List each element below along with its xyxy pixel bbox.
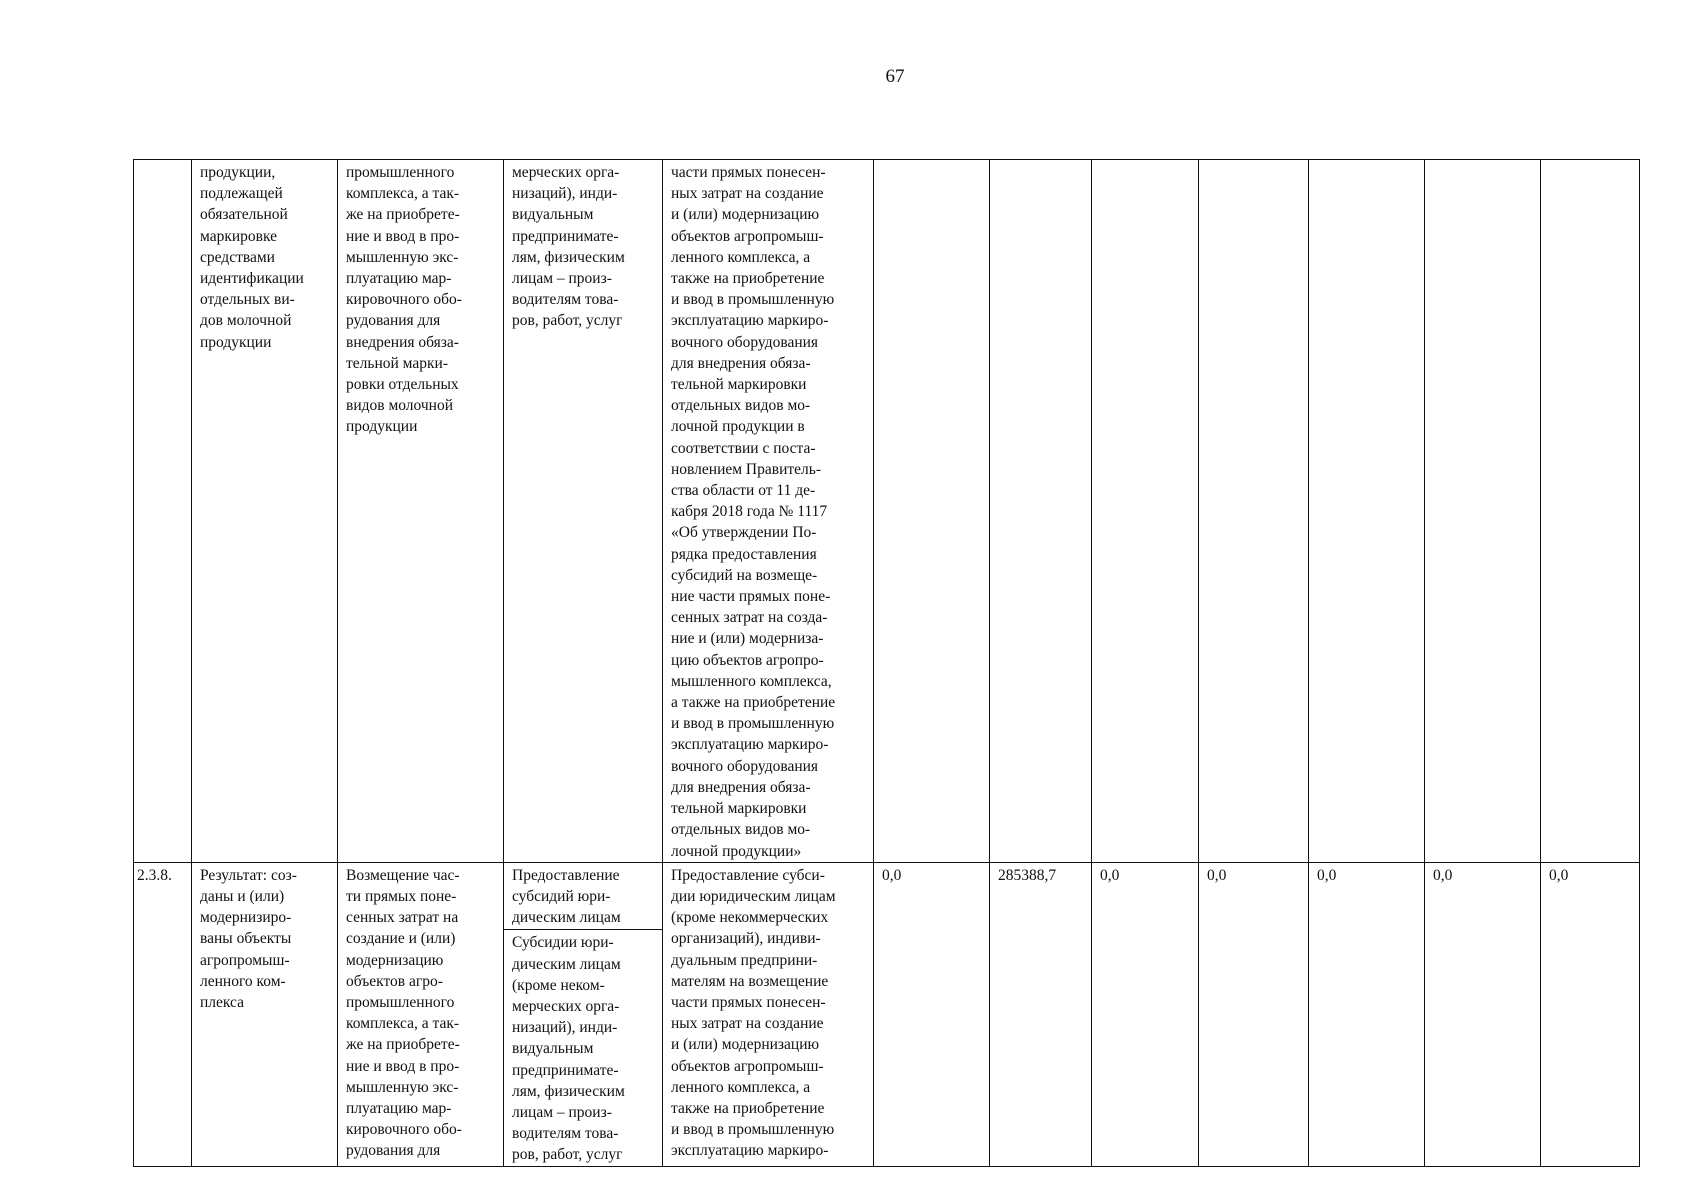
result-cell: продукции, подлежащей обязательной маркировке средствами идентификации отдельных ви- дов молочной продукции xyxy=(192,160,338,863)
description-cell: Предоставление субси- дии юридическим лицам (кроме некоммерческих организаций), индиви- дуальным предприни- мателям на возмещение части прямых понесен- ных затрат на создание и (или) модернизацию объектов агропромыш- ленного комплекса, а также на приобретение и ввод в промышленную эксплуатацию маркиро- xyxy=(663,862,874,1166)
recipient-cell-heading: Предоставление субсидий юри- дическим лицам xyxy=(504,865,662,931)
description-cell: части прямых понесен- ных затрат на создание и (или) модернизацию объектов агропромыш- ленного комплекса, а также на приобретение и ввод в промышленную эксплуатацию маркиро- вочного оборудования для внедрения обяза- тельной маркировки отдельных видов мо- лочной продукции в соответствии с поста- новлением Правитель- ства области от 11 де- кабря 2018 года № 1117 «Об утверждении По- рядка предоставления субсидий на возмеще- ние части прямых поне- сенных затрат на созда- ние и (или) модерниза- цию объектов агропро- мышленного комплекса, а также на приобретение и ввод в промышленную эксплуатацию маркиро- вочного оборудования для внедрения обяза- тельной маркировки отдельных видов мо- лочной продукции» xyxy=(663,160,874,863)
result-cell: Результат: соз- даны и (или) модернизиро- ваны объекты агропромыш- ленного ком- плекса xyxy=(192,862,338,1166)
value-cell: 0,0 xyxy=(1425,862,1541,1166)
measure-cell: промышленного комплекса, а так- же на приобрете- ние и ввод в про- мышленную экс- плуатацию мар- кировочного обо- рудования для внедрения обяза- тельной марки- ровки отдельных видов молочной продукции xyxy=(338,160,504,863)
table-row xyxy=(134,862,1640,1166)
value-cell xyxy=(1309,160,1425,863)
value-cell xyxy=(1425,160,1541,863)
value-cell xyxy=(990,160,1092,863)
row-id-cell xyxy=(134,160,192,863)
value-cell xyxy=(1541,160,1640,863)
value-cell xyxy=(874,160,990,863)
value-cell: 285388,7 xyxy=(990,862,1092,1166)
document-table xyxy=(133,159,1640,1167)
recipient-cell: мерческих орга- низаций), инди- видуальным предпринимате- лям, физическим лицам – произ- водителям това- ров, работ, услуг xyxy=(504,160,663,863)
value-cell: 0,0 xyxy=(1199,862,1309,1166)
row-id-cell: 2.3.8. xyxy=(134,862,192,1166)
value-cell: 0,0 xyxy=(1309,862,1425,1166)
value-cell xyxy=(1199,160,1309,863)
value-cell: 0,0 xyxy=(874,862,990,1166)
value-cell: 0,0 xyxy=(1092,862,1199,1166)
table-row xyxy=(134,160,1640,863)
value-cell xyxy=(1092,160,1199,863)
value-cell: 0,0 xyxy=(1541,862,1640,1166)
recipient-cell-body: Субсидии юри- дическим лицам (кроме неком- мерческих орга- низаций), инди- видуальным предпринимате- лям, физическим лицам – произ- водителям това- ров, работ, услуг xyxy=(512,934,625,1164)
recipient-cell xyxy=(504,862,663,1166)
measure-cell: Возмещение час- ти прямых поне- сенных затрат на создание и (или) модернизацию объектов агро- промышленного комплекса, а так- же на приобрете- ние и ввод в про- мышленную экс- плуатацию мар- кировочного обо- рудования для xyxy=(338,862,504,1166)
page-number: 67 xyxy=(885,66,905,87)
